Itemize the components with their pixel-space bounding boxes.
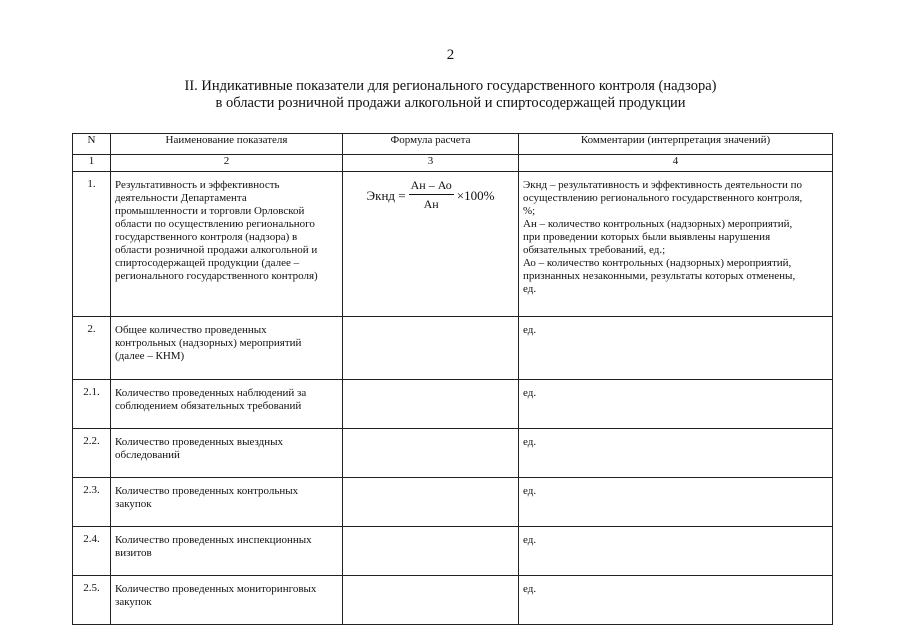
comment-line: ед. xyxy=(523,436,537,448)
indicator-name-line: соблюдением обязательных требований xyxy=(115,400,302,412)
comment-line: осуществлению регионального государственного контроля, xyxy=(523,192,803,204)
indicator-name-line: регионального государственного контроля) xyxy=(115,270,318,282)
comment-line: ед. xyxy=(523,534,537,546)
column-number: 3 xyxy=(343,155,519,172)
formula-numerator: Ан – Ао xyxy=(409,179,454,195)
comment-line: ед. xyxy=(523,583,537,595)
formula-cell xyxy=(343,478,519,527)
row-number: 2.4. xyxy=(73,527,111,576)
indicator-name xyxy=(111,429,343,478)
comment-cell xyxy=(519,317,833,380)
table-row xyxy=(73,380,833,429)
indicator-name-line: области розничной продажи алкогольной и xyxy=(115,244,318,256)
title-line-2: в области розничной продажи алкогольной и спиртосодержащей продукции xyxy=(215,95,686,111)
indicator-name-line: (далее – КНМ) xyxy=(115,350,185,362)
table-row xyxy=(73,429,833,478)
comment-line: ед. xyxy=(523,283,537,295)
row-number: 1. xyxy=(73,172,111,317)
row-number: 2. xyxy=(73,317,111,380)
formula-cell xyxy=(343,429,519,478)
comment-cell xyxy=(519,429,833,478)
formula-lhs: Экнд = xyxy=(366,187,406,203)
row-number: 2.3. xyxy=(73,478,111,527)
comment-line: Экнд – результативность и эффективность деятельности по xyxy=(523,179,803,191)
indicator-name-line: спиртосодержащей продукции (далее – xyxy=(115,257,300,269)
comment-line: Ао – количество контрольных (надзорных) мероприятий, xyxy=(523,257,792,269)
indicator-name-line: контрольных (надзорных) мероприятий xyxy=(115,337,302,349)
comment-cell xyxy=(519,527,833,576)
indicator-name-line: Количество проведенных выездных xyxy=(115,436,284,448)
indicator-name-line: государственного контроля (надзора) в xyxy=(115,231,298,243)
formula xyxy=(343,179,518,211)
indicator-name-line: Количество проведенных инспекционных xyxy=(115,534,312,546)
indicator-name-line: Количество проведенных контрольных xyxy=(115,485,299,497)
formula-fraction xyxy=(409,179,454,211)
page-title xyxy=(0,78,901,112)
indicator-name xyxy=(111,527,343,576)
indicator-name xyxy=(111,317,343,380)
table-row xyxy=(73,478,833,527)
page-number: 2 xyxy=(446,47,455,63)
column-number: 4 xyxy=(519,155,833,172)
comment-line: обязательных требований, ед.; xyxy=(523,244,666,256)
indicator-name-line: Количество проведенных наблюдений за xyxy=(115,387,307,399)
table-row xyxy=(73,317,833,380)
comment-cell xyxy=(519,172,833,317)
row-number: 2.5. xyxy=(73,576,111,625)
indicator-name xyxy=(111,172,343,317)
comment-line: Ан – количество контрольных (надзорных) мероприятий, xyxy=(523,218,793,230)
indicator-name-line: области по осуществлению регионального xyxy=(115,218,315,230)
formula-suffix: ×100% xyxy=(456,187,495,203)
header-n: N xyxy=(73,134,111,155)
formula-cell xyxy=(343,172,519,317)
formula-cell xyxy=(343,380,519,429)
title-line-1: II. Индикативные показатели для регионального государственного контроля (надзора) xyxy=(184,78,717,94)
table-row xyxy=(73,172,833,317)
formula-cell xyxy=(343,576,519,625)
formula-denominator: Ан xyxy=(423,197,439,211)
comment-line: при проведении которых были выявлены нарушения xyxy=(523,231,771,243)
comment-cell xyxy=(519,380,833,429)
indicator-name-line: визитов xyxy=(115,547,152,559)
comment-line: %; xyxy=(523,205,536,217)
formula-cell xyxy=(343,317,519,380)
indicator-name-line: Количество проведенных мониторинговых xyxy=(115,583,317,595)
indicator-name-line: Общее количество проведенных xyxy=(115,324,267,336)
column-number: 2 xyxy=(111,155,343,172)
comment-line: ед. xyxy=(523,324,537,336)
header-formula: Формула расчета xyxy=(343,134,519,155)
table-header-row xyxy=(73,134,833,155)
comment-cell xyxy=(519,478,833,527)
indicator-name-line: закупок xyxy=(115,596,152,608)
indicator-name xyxy=(111,576,343,625)
indicator-name-line: закупок xyxy=(115,498,152,510)
row-number: 2.1. xyxy=(73,380,111,429)
indicator-name-line: промышленности и торговли Орловской xyxy=(115,205,305,217)
column-numbers-row xyxy=(73,155,833,172)
indicator-name-line: Результативность и эффективность xyxy=(115,179,280,191)
header-comments: Комментарии (интерпретация значений) xyxy=(519,134,833,155)
indicator-name xyxy=(111,380,343,429)
comment-line: ед. xyxy=(523,485,537,497)
comment-cell xyxy=(519,576,833,625)
header-name: Наименование показателя xyxy=(111,134,343,155)
indicators-table xyxy=(72,133,833,625)
indicator-name xyxy=(111,478,343,527)
comment-line: ед. xyxy=(523,387,537,399)
indicator-name-line: деятельности Департамента xyxy=(115,192,247,204)
indicator-name-line: обследований xyxy=(115,449,180,461)
formula-cell xyxy=(343,527,519,576)
table-row xyxy=(73,576,833,625)
table-row xyxy=(73,527,833,576)
comment-line: признанных незаконными, результаты которых отменены, xyxy=(523,270,796,282)
column-number: 1 xyxy=(73,155,111,172)
row-number: 2.2. xyxy=(73,429,111,478)
